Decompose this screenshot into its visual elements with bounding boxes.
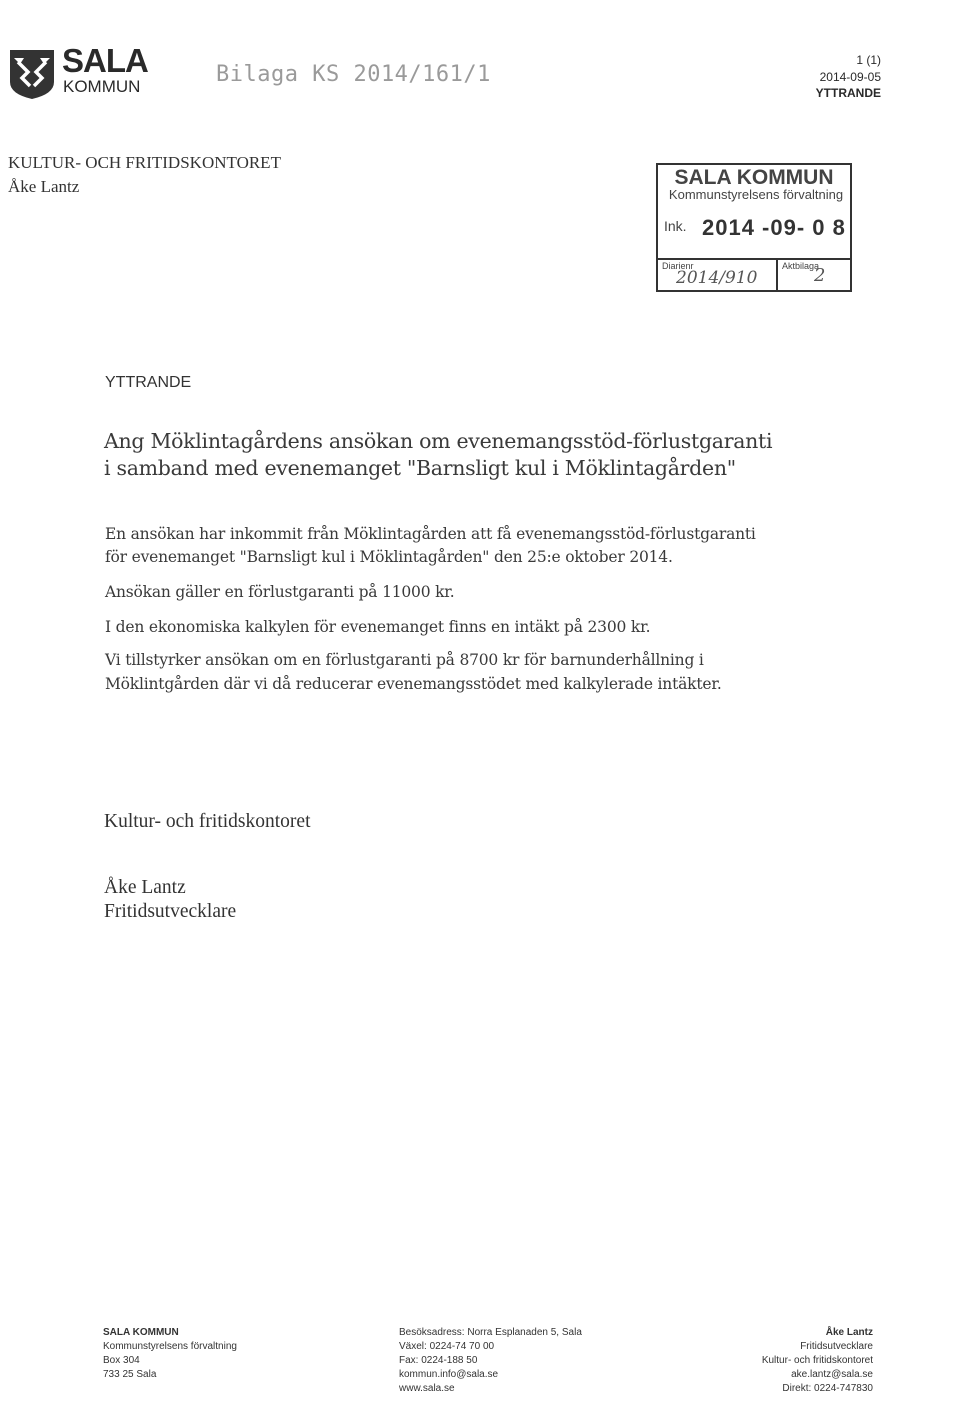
closing-name: Åke Lantz [104,877,186,898]
footer-line: Kommunstyrelsens förvaltning [103,1341,237,1352]
heading-line: i samband med evenemanget "Barnsligt kul i Möklintagården" [104,456,736,480]
sala-kommun-logo-icon [8,48,56,100]
document-type: YTTRANDE [815,86,881,100]
footer-line: Direkt: 0224-747830 [782,1383,873,1394]
body-text-line: Möklintgården där vi då reducerar evenemangsstödet med kalkylerade intäkter. [105,675,722,693]
footer-website[interactable]: www.sala.se [399,1383,455,1394]
stamp-aktbilaga-value: 2 [814,265,826,286]
received-stamp [656,163,852,292]
document-type-label: YTTRANDE [105,374,192,391]
footer-person-email[interactable]: ake.lantz@sala.se [791,1369,873,1380]
closing-title: Fritidsutvecklare [104,901,237,922]
stamp-date: 2014 -09- 0 8 [702,215,846,240]
stamp-divider [658,258,850,260]
stamp-title: SALA KOMMUN [674,166,834,189]
footer-line: Fax: 0224-188 50 [399,1355,478,1366]
stamp-ink-label: Ink. [664,218,687,234]
footer-email[interactable]: kommun.info@sala.se [399,1369,499,1380]
bilaga-reference: Bilaga KS 2014/161/1 [216,62,491,87]
footer-person-block [762,1326,873,1396]
footer-address-block [103,1326,237,1382]
closing-office: Kultur- och fritidskontoret [104,811,311,832]
footer-line: Fritidsutvecklare [800,1341,873,1352]
footer-line: Besöksadress: Norra Esplanaden 5, Sala [399,1327,582,1338]
stamp-aktbilaga-label: Aktbilaga [782,261,820,271]
heading-line: Ang Möklintagårdens ansökan om evenemangsstöd-förlustgaranti [104,429,773,453]
footer-line: 733 25 Sala [103,1369,157,1380]
body-text-line: för evenemanget "Barnsligt kul i Möklintagården" den 25:e oktober 2014. [105,548,673,566]
footer-line: Box 304 [103,1355,140,1366]
logo-subname: KOMMUN [63,77,141,96]
body-text-line: Vi tillstyrker ansökan om en förlustgaranti på 8700 kr för barnunderhållning i [105,651,704,669]
footer-line: Växel: 0224-74 70 00 [399,1341,495,1352]
page-number: 1 (1) [856,53,881,67]
stamp-subtitle: Kommunstyrelsens förvaltning [668,187,844,202]
document-date: 2014-09-05 [819,70,881,84]
sender-department: KULTUR- OCH FRITIDSKONTORET [8,153,281,172]
footer-org-name: SALA KOMMUN [103,1327,179,1338]
footer-person-name: Åke Lantz [825,1327,873,1338]
body-text-line: En ansökan har inkommit från Möklintagården att få evenemangsstöd-förlustgaranti [105,525,756,543]
stamp-diarienr-label: Diarienr [662,261,694,271]
stamp-vertical-divider [776,258,778,290]
stamp-diarienr-value: 2014/910 [676,268,758,288]
footer-line: Kultur- och fritidskontoret [761,1355,873,1366]
body-text-line: Ansökan gäller en förlustgaranti på 11000 kr. [105,583,455,601]
logo-name: SALA [62,42,148,79]
body-text-line: I den ekonomiska kalkylen för evenemanget finns en intäkt på 2300 kr. [105,618,651,636]
footer-contact-block [399,1326,582,1396]
sender-name: Åke Lantz [8,177,80,196]
